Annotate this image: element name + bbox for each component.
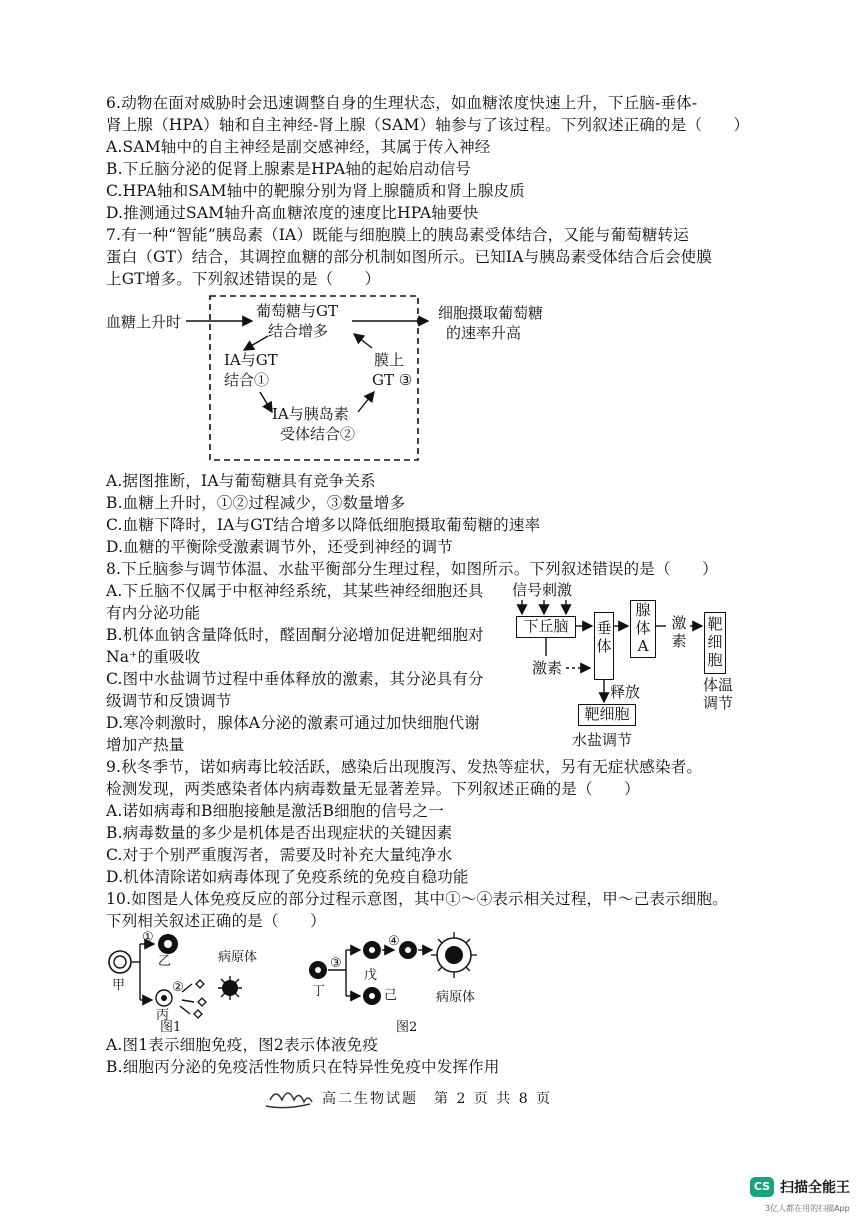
q8-fig-temp-regulation: 体温 调节 [702, 676, 733, 712]
q7-option-c: C.血糖下降时，IA与GT结合增多以降低细胞摄取葡萄糖的速率 [106, 516, 541, 534]
q8-option-b-2: Na⁺的重吸收 [106, 648, 201, 666]
q8-fig-water-regulation: 水盐调节 [572, 731, 633, 749]
q7-option-b: B.血糖上升时，①②过程减少，③数量增多 [106, 494, 406, 512]
q10-fig-yi: 乙 [158, 954, 172, 969]
q7-fig-ia-receptor: IA与胰岛素 [272, 405, 349, 423]
q8-option-b-1: B.机体血钠含量降低时，醛固酮分泌增加促进靶细胞对 [106, 626, 484, 644]
q8-fig-release: 释放 [610, 683, 641, 701]
q7-fig-ia-gt: IA与GT [224, 351, 278, 369]
q10-fig-pathogen1: 病原体 [218, 950, 258, 965]
q10-option-b: B.细胞丙分泌的免疫活性物质只在特异性免疫中发挥作用 [106, 1058, 500, 1076]
q8-fig-signal: 信号刺激 [512, 581, 573, 599]
q6-stem-line1: 6.动物在面对威胁时会迅速调整自身的生理状态，如血糖浓度快速上升，下丘脑-垂体- [106, 94, 698, 112]
q10-option-a: A.图1表示细胞免疫，图2表示体液免疫 [106, 1036, 379, 1054]
q10-fig-n2: ② [172, 980, 184, 995]
q10-fig-ding: 丁 [312, 984, 326, 999]
q8-fig-hypothalamus: 下丘脑 [516, 616, 576, 638]
q8-option-c-2: 级调节和反馈调节 [106, 692, 232, 710]
q8-stem: 8.下丘脑参与调节体温、水盐平衡部分生理过程，如图所示。下列叙述错误的是（ ） [106, 560, 718, 578]
q7-fig-blood-sugar-rise: 血糖上升时 [106, 313, 182, 331]
q10-stem-line1: 10.如图是人体免疫反应的部分过程示意图，其中①～④表示相关过程，甲～己表示细胞。 [106, 890, 728, 908]
q7-option-d: D.血糖的平衡除受激素调节外，还受到神经的调节 [106, 538, 453, 556]
q8-fig-pituitary: 垂 体 [594, 612, 614, 680]
q7-fig-ia-receptor-2: 受体结合② [280, 425, 356, 443]
q10-fig-n1: ① [142, 930, 154, 945]
q8-option-d-1: D.寒冷刺激时，腺体A分泌的激素可通过加快细胞代谢 [106, 714, 480, 732]
q8-option-d-2: 增加产热量 [106, 736, 185, 754]
q10-fig-jia: 甲 [112, 978, 126, 993]
page-footer: 高二生物试题 第 2 页 共 8 页 [322, 1091, 553, 1107]
scanner-app-tagline: 3亿人都在用的扫描App [765, 1204, 850, 1213]
q6-option-b: B.下丘脑分泌的促肾上腺素是HPA轴的起始启动信号 [106, 160, 472, 178]
q7-fig-glucose-gt: 葡萄糖与GT [256, 302, 338, 320]
q8-fig-hormone-left: 激素 [532, 659, 563, 677]
q10-stem-line2: 下列相关叙述正确的是（ ） [106, 912, 326, 930]
q10-fig-pathogen2: 病原体 [436, 990, 476, 1005]
q9-option-a: A.诺如病毒和B细胞接触是激活B细胞的信号之一 [106, 802, 445, 820]
q8-fig-target-right: 靶 细 胞 [704, 612, 726, 674]
q7-fig-ia-gt-2: 结合① [224, 371, 270, 389]
q7-fig-uptake: 细胞摄取葡萄糖 [438, 304, 544, 322]
q8-fig-hormone-right: 激 素 [671, 614, 687, 650]
q8-option-c-1: C.图中水盐调节过程中垂体释放的激素，其分泌具有分 [106, 670, 484, 688]
q8-option-a-2: 有内分泌功能 [106, 604, 201, 622]
q10-fig-ji: 己 [384, 988, 398, 1003]
q7-fig-membrane-gt: 膜上 [374, 351, 405, 369]
q6-stem-line2: 肾上腺（HPA）轴和自主神经-肾上腺（SAM）轴参与了该过程。下列叙述正确的是（ ） [106, 116, 750, 134]
q10-fig-label2: 图2 [396, 1020, 418, 1035]
q6-option-c: C.HPA轴和SAM轴中的靶腺分别为肾上腺髓质和肾上腺皮质 [106, 182, 525, 200]
q7-option-a: A.据图推断，IA与葡萄糖具有竞争关系 [106, 472, 376, 490]
q7-stem-line2: 蛋白（GT）结合，其调控血糖的部分机制如图所示。已知IA与胰岛素受体结合后会使膜 [106, 248, 713, 266]
q10-fig-n3: ③ [330, 956, 342, 971]
q10-fig-bing: 丙 [156, 1008, 170, 1023]
q9-stem-line2: 检测发现，两类感染者体内病毒数量无显著差异。下列叙述正确的是（ ） [106, 780, 640, 798]
q7-stem-line1: 7.有一种“智能”胰岛素（IA）既能与细胞膜上的胰岛素受体结合，又能与葡萄糖转运 [106, 226, 689, 244]
q9-option-b: B.病毒数量的多少是机体是否出现症状的关键因素 [106, 824, 453, 842]
scanner-app-name: 扫描全能王 [780, 1180, 850, 1196]
scanner-logo: CS [750, 1177, 774, 1197]
q10-fig-label1: 图1 [160, 1020, 182, 1035]
q9-option-c: C.对于个别严重腹泻者，需要及时补充大量纯净水 [106, 846, 453, 864]
q7-fig-membrane-gt-2: GT ③ [372, 371, 413, 389]
q7-stem-line3: 上GT增多。下列叙述错误的是（ ） [106, 270, 381, 288]
q7-fig-glucose-gt-2: 结合增多 [268, 322, 329, 340]
q9-stem-line1: 9.秋冬季节，诺如病毒比较活跃，感染后出现腹泻、发热等症状，另有无症状感染者。 [106, 758, 703, 776]
q8-fig-gland-a: 腺 体 A [630, 600, 656, 658]
q6-option-d: D.推测通过SAM轴升高血糖浓度的速度比HPA轴要快 [106, 204, 479, 222]
q6-option-a: A.SAM轴中的自主神经是副交感神经，其属于传入神经 [106, 138, 491, 156]
q10-fig-n4: ④ [388, 934, 400, 949]
q8-option-a-1: A.下丘脑不仅属于中枢神经系统，其某些神经细胞还具 [106, 582, 484, 600]
q9-option-d: D.机体清除诺如病毒体现了免疫系统的免疫自稳功能 [106, 868, 469, 886]
q8-fig-target-bottom: 靶细胞 [578, 704, 636, 726]
q7-fig-uptake-2: 的速率升高 [446, 324, 522, 342]
q10-fig-wu: 戊 [364, 968, 378, 983]
